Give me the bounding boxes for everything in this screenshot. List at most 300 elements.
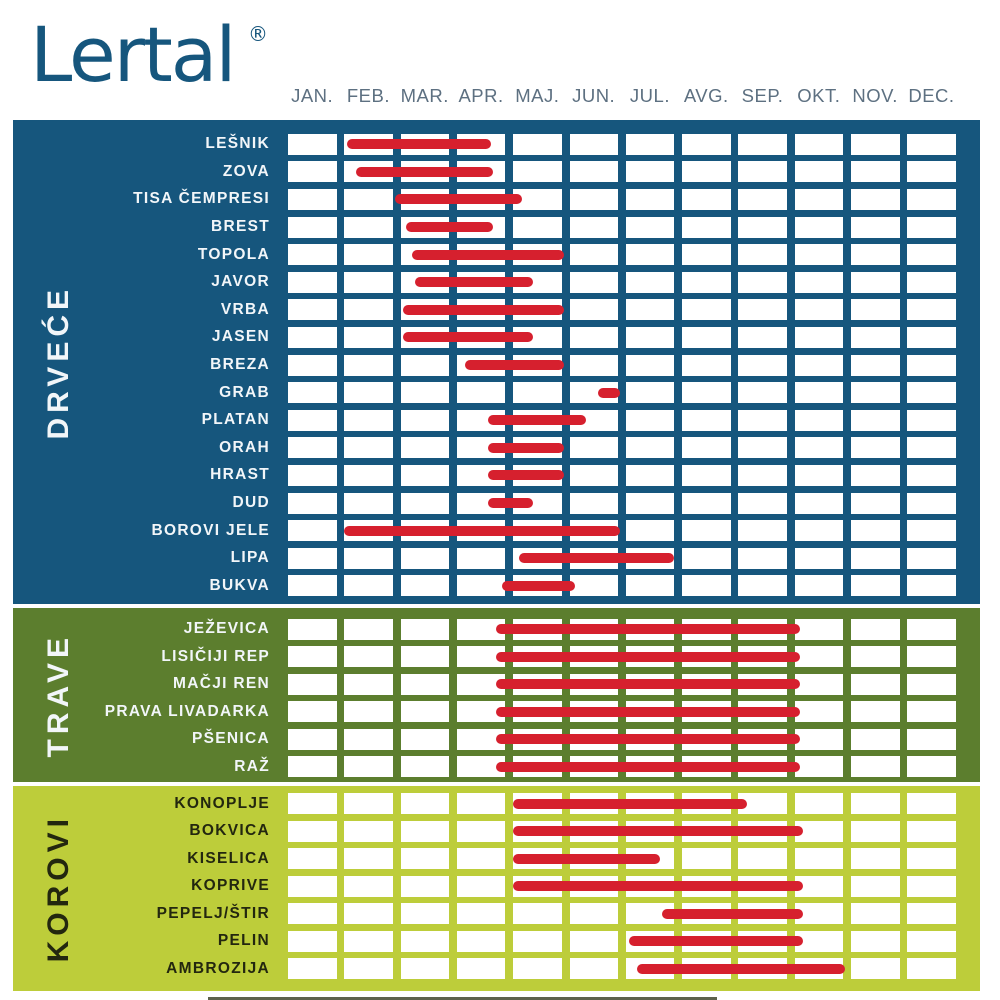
month-cell (682, 355, 731, 376)
pollen-season-bar (412, 250, 564, 260)
month-cell (682, 465, 731, 486)
month-cell (907, 729, 956, 750)
month-label: FEB. (346, 85, 390, 106)
pollen-season-bar (513, 826, 803, 836)
month-cell (907, 674, 956, 695)
month-cell (851, 161, 900, 182)
month-cell (795, 437, 844, 458)
pollen-row (13, 790, 980, 818)
month-cell (851, 729, 900, 750)
month-cell (851, 382, 900, 403)
pollen-season-bar (496, 734, 800, 744)
month-cell (907, 646, 956, 667)
month-cell (795, 134, 844, 155)
month-cell (401, 410, 450, 431)
pollen-row (13, 517, 980, 545)
month-cell (457, 931, 506, 952)
month-cell (907, 575, 956, 596)
month-cell (907, 244, 956, 265)
row-label: LIPA (230, 549, 270, 567)
pollen-season-bar (356, 167, 494, 177)
month-cell (401, 465, 450, 486)
month-cell (626, 299, 675, 320)
pollen-row (13, 753, 980, 781)
pollen-row (13, 324, 980, 352)
row-label: BOROVI JELE (151, 521, 270, 539)
month-label: OKT. (797, 85, 841, 106)
row-label: ZOVA (222, 162, 270, 180)
pollen-season-bar (496, 707, 800, 717)
month-cell (457, 821, 506, 842)
section-title-drvece: DRVEĆE (42, 284, 75, 440)
month-cell (626, 520, 675, 541)
month-cell (288, 646, 337, 667)
pollen-row (13, 845, 980, 873)
month-cell (344, 410, 393, 431)
month-cell (907, 793, 956, 814)
pollen-row (13, 873, 980, 901)
month-cell (288, 674, 337, 695)
month-label: MAJ. (515, 85, 560, 106)
month-cell (795, 520, 844, 541)
row-label: BREZA (210, 356, 270, 374)
month-cell (288, 756, 337, 777)
month-cell (738, 382, 787, 403)
month-label: AVG. (683, 85, 729, 106)
pollen-season-bar (347, 139, 491, 149)
month-cell (626, 217, 675, 238)
month-cell (626, 575, 675, 596)
section-trave (13, 608, 980, 782)
month-cell (738, 327, 787, 348)
month-cell (344, 619, 393, 640)
row-label: KISELICA (187, 849, 270, 867)
month-cell (401, 848, 450, 869)
month-cell (907, 161, 956, 182)
pollen-season-bar (496, 679, 800, 689)
row-label: LISIČIJI REP (161, 647, 270, 665)
month-cell (795, 729, 844, 750)
month-cell (344, 299, 393, 320)
month-cell (626, 189, 675, 210)
month-cell (682, 244, 731, 265)
row-label: JEŽEVICA (183, 620, 270, 638)
pollen-season-bar (403, 332, 532, 342)
month-cell (682, 520, 731, 541)
pollen-row (13, 726, 980, 754)
month-cell (851, 876, 900, 897)
month-cell (907, 903, 956, 924)
month-cell (738, 134, 787, 155)
month-cell (344, 465, 393, 486)
row-label: PELIN (217, 932, 270, 950)
month-cell (682, 548, 731, 569)
month-cell (738, 244, 787, 265)
month-cell (626, 410, 675, 431)
month-cell (626, 272, 675, 293)
month-cell (457, 876, 506, 897)
month-cell (626, 493, 675, 514)
month-cell (738, 493, 787, 514)
month-cell (626, 327, 675, 348)
month-cell (795, 299, 844, 320)
month-cell (513, 382, 562, 403)
month-cell (851, 355, 900, 376)
month-cell (344, 903, 393, 924)
month-cell (907, 958, 956, 979)
month-cell (344, 217, 393, 238)
month-cell (401, 958, 450, 979)
pollen-row (13, 489, 980, 517)
month-cell (513, 217, 562, 238)
row-label: ORAH (219, 438, 270, 456)
month-cell (795, 327, 844, 348)
month-cell (401, 437, 450, 458)
pollen-season-bar (488, 443, 564, 453)
month-header-row (0, 84, 1000, 108)
month-cell (288, 355, 337, 376)
pollen-row (13, 545, 980, 573)
month-cell (738, 161, 787, 182)
row-label: VRBA (220, 300, 270, 318)
month-cell (626, 465, 675, 486)
month-cell (401, 493, 450, 514)
month-cell (344, 244, 393, 265)
month-cell (344, 729, 393, 750)
month-cell (682, 493, 731, 514)
month-cell (851, 793, 900, 814)
month-cell (344, 437, 393, 458)
month-cell (851, 327, 900, 348)
month-cell (626, 382, 675, 403)
pollen-row (13, 818, 980, 846)
row-label: BREST (210, 218, 270, 236)
pollen-row (13, 671, 980, 699)
month-cell (738, 465, 787, 486)
month-cell (288, 903, 337, 924)
month-cell (570, 931, 619, 952)
pollen-row (13, 296, 980, 324)
month-cell (401, 382, 450, 403)
month-cell (457, 382, 506, 403)
month-cell (344, 355, 393, 376)
month-cell (795, 575, 844, 596)
row-label: TISA ČEMPRESI (133, 190, 270, 208)
pollen-season-bar (496, 652, 800, 662)
pollen-row (13, 643, 980, 671)
pollen-season-bar (513, 854, 659, 864)
month-cell (795, 465, 844, 486)
section-drvece (13, 120, 980, 604)
row-label: PEPELJ/ŠTIR (156, 904, 270, 922)
month-cell (570, 958, 619, 979)
month-cell (570, 134, 619, 155)
month-cell (457, 848, 506, 869)
month-cell (851, 646, 900, 667)
month-cell (851, 701, 900, 722)
month-cell (682, 327, 731, 348)
month-cell (851, 575, 900, 596)
month-cell (344, 272, 393, 293)
pollen-row (13, 928, 980, 956)
month-cell (401, 756, 450, 777)
row-label: PLATAN (201, 411, 270, 429)
month-cell (682, 189, 731, 210)
month-cell (570, 575, 619, 596)
month-cell (907, 520, 956, 541)
row-label: JASEN (211, 328, 270, 346)
month-cell (570, 244, 619, 265)
month-cell (570, 161, 619, 182)
month-cell (851, 520, 900, 541)
month-cell (738, 299, 787, 320)
month-cell (344, 382, 393, 403)
month-cell (344, 327, 393, 348)
month-cell (907, 701, 956, 722)
pollen-season-bar (415, 277, 533, 287)
month-cell (907, 931, 956, 952)
pollen-row (13, 407, 980, 435)
month-cell (344, 848, 393, 869)
row-label: GRAB (219, 383, 270, 401)
pollen-row (13, 572, 980, 600)
month-cell (513, 931, 562, 952)
month-cell (288, 272, 337, 293)
month-cell (344, 821, 393, 842)
month-cell (626, 355, 675, 376)
lertal-logo: Lertal (30, 10, 235, 99)
month-cell (738, 575, 787, 596)
month-cell (907, 355, 956, 376)
month-cell (401, 548, 450, 569)
pollen-row (13, 462, 980, 490)
month-cell (795, 272, 844, 293)
pollen-row (13, 269, 980, 297)
month-cell (457, 958, 506, 979)
month-cell (795, 244, 844, 265)
month-cell (682, 575, 731, 596)
pollen-row (13, 351, 980, 379)
month-cell (401, 575, 450, 596)
month-cell (570, 272, 619, 293)
month-cell (457, 903, 506, 924)
month-cell (344, 548, 393, 569)
month-cell (401, 903, 450, 924)
month-cell (907, 410, 956, 431)
month-cell (344, 931, 393, 952)
month-label: JUL. (629, 85, 670, 106)
pollen-row (13, 698, 980, 726)
month-cell (795, 848, 844, 869)
month-cell (457, 548, 506, 569)
month-cell (682, 437, 731, 458)
month-cell (682, 161, 731, 182)
month-cell (344, 646, 393, 667)
month-cell (288, 217, 337, 238)
month-cell (795, 161, 844, 182)
row-label: KONOPLJE (174, 794, 270, 812)
pollen-season-bar (406, 222, 493, 232)
month-cell (401, 646, 450, 667)
month-cell (907, 876, 956, 897)
pollen-row (13, 616, 980, 644)
month-cell (288, 520, 337, 541)
pollen-season-bar (395, 194, 522, 204)
month-cell (401, 793, 450, 814)
month-cell (513, 958, 562, 979)
month-cell (288, 382, 337, 403)
month-cell (570, 327, 619, 348)
month-cell (851, 437, 900, 458)
section-korovi (13, 786, 980, 991)
month-cell (907, 189, 956, 210)
pollen-season-bar (629, 936, 804, 946)
month-cell (795, 548, 844, 569)
month-cell (626, 244, 675, 265)
month-cell (288, 701, 337, 722)
month-cell (626, 134, 675, 155)
month-cell (738, 272, 787, 293)
month-cell (907, 548, 956, 569)
month-cell (795, 701, 844, 722)
month-cell (288, 931, 337, 952)
month-cell (851, 493, 900, 514)
month-cell (288, 958, 337, 979)
month-cell (795, 217, 844, 238)
month-cell (288, 161, 337, 182)
month-cell (907, 493, 956, 514)
month-cell (907, 465, 956, 486)
month-cell (401, 674, 450, 695)
month-cell (851, 958, 900, 979)
month-cell (851, 548, 900, 569)
month-cell (401, 931, 450, 952)
month-cell (626, 161, 675, 182)
month-label: SEP. (741, 85, 784, 106)
month-cell (795, 382, 844, 403)
month-cell (738, 355, 787, 376)
month-cell (738, 217, 787, 238)
row-label: HRAST (210, 466, 270, 484)
month-cell (907, 848, 956, 869)
row-label: AMBROZIJA (166, 959, 270, 977)
month-cell (738, 548, 787, 569)
pollen-row (13, 241, 980, 269)
row-label: BOKVICA (189, 822, 270, 840)
pollen-row (13, 900, 980, 928)
month-cell (907, 217, 956, 238)
month-cell (401, 876, 450, 897)
month-cell (682, 299, 731, 320)
pollen-season-bar (488, 498, 533, 508)
pollen-row (13, 158, 980, 186)
row-label: PRAVA LIVADARKA (104, 702, 270, 720)
row-label: RAŽ (234, 757, 270, 775)
month-cell (570, 493, 619, 514)
month-cell (682, 134, 731, 155)
month-cell (288, 410, 337, 431)
month-cell (851, 244, 900, 265)
month-cell (738, 410, 787, 431)
month-cell (344, 575, 393, 596)
pollen-season-bar (496, 762, 800, 772)
month-cell (344, 189, 393, 210)
month-cell (795, 355, 844, 376)
month-cell (626, 437, 675, 458)
month-cell (682, 272, 731, 293)
month-label: DEC. (908, 85, 955, 106)
month-cell (288, 548, 337, 569)
month-cell (401, 729, 450, 750)
month-cell (401, 355, 450, 376)
month-cell (851, 465, 900, 486)
month-label: MAR. (400, 85, 449, 106)
month-cell (851, 674, 900, 695)
month-cell (288, 189, 337, 210)
pollen-row (13, 379, 980, 407)
month-cell (570, 903, 619, 924)
month-cell (907, 272, 956, 293)
month-cell (795, 619, 844, 640)
pollen-row (13, 434, 980, 462)
month-cell (288, 821, 337, 842)
month-cell (288, 793, 337, 814)
month-cell (851, 848, 900, 869)
month-cell (288, 729, 337, 750)
month-label: JAN. (291, 85, 334, 106)
month-cell (344, 793, 393, 814)
month-cell (907, 821, 956, 842)
month-cell (907, 619, 956, 640)
month-cell (457, 793, 506, 814)
section-title-korovi: KOROVI (42, 814, 75, 963)
month-cell (907, 134, 956, 155)
month-cell (288, 244, 337, 265)
month-cell (795, 646, 844, 667)
month-cell (570, 355, 619, 376)
month-cell (513, 903, 562, 924)
month-cell (795, 410, 844, 431)
month-cell (570, 217, 619, 238)
pollen-season-bar (465, 360, 564, 370)
pollen-season-bar (662, 909, 803, 919)
month-cell (795, 756, 844, 777)
pollen-season-bar (488, 470, 564, 480)
pollen-season-bar (519, 553, 674, 563)
month-cell (795, 793, 844, 814)
pollen-row (13, 131, 980, 159)
row-label: PŠENICA (191, 730, 270, 748)
month-cell (288, 848, 337, 869)
row-label: DUD (232, 494, 270, 512)
month-cell (738, 437, 787, 458)
month-cell (682, 410, 731, 431)
pollen-season-bar (403, 305, 563, 315)
month-cell (851, 931, 900, 952)
month-cell (907, 756, 956, 777)
month-cell (851, 217, 900, 238)
month-cell (682, 217, 731, 238)
month-cell (570, 465, 619, 486)
pollen-season-bar (488, 415, 587, 425)
month-cell (851, 134, 900, 155)
registered-trademark-icon: ® (248, 22, 268, 46)
month-cell (570, 299, 619, 320)
month-cell (288, 493, 337, 514)
month-cell (682, 382, 731, 403)
month-cell (288, 876, 337, 897)
month-cell (851, 299, 900, 320)
